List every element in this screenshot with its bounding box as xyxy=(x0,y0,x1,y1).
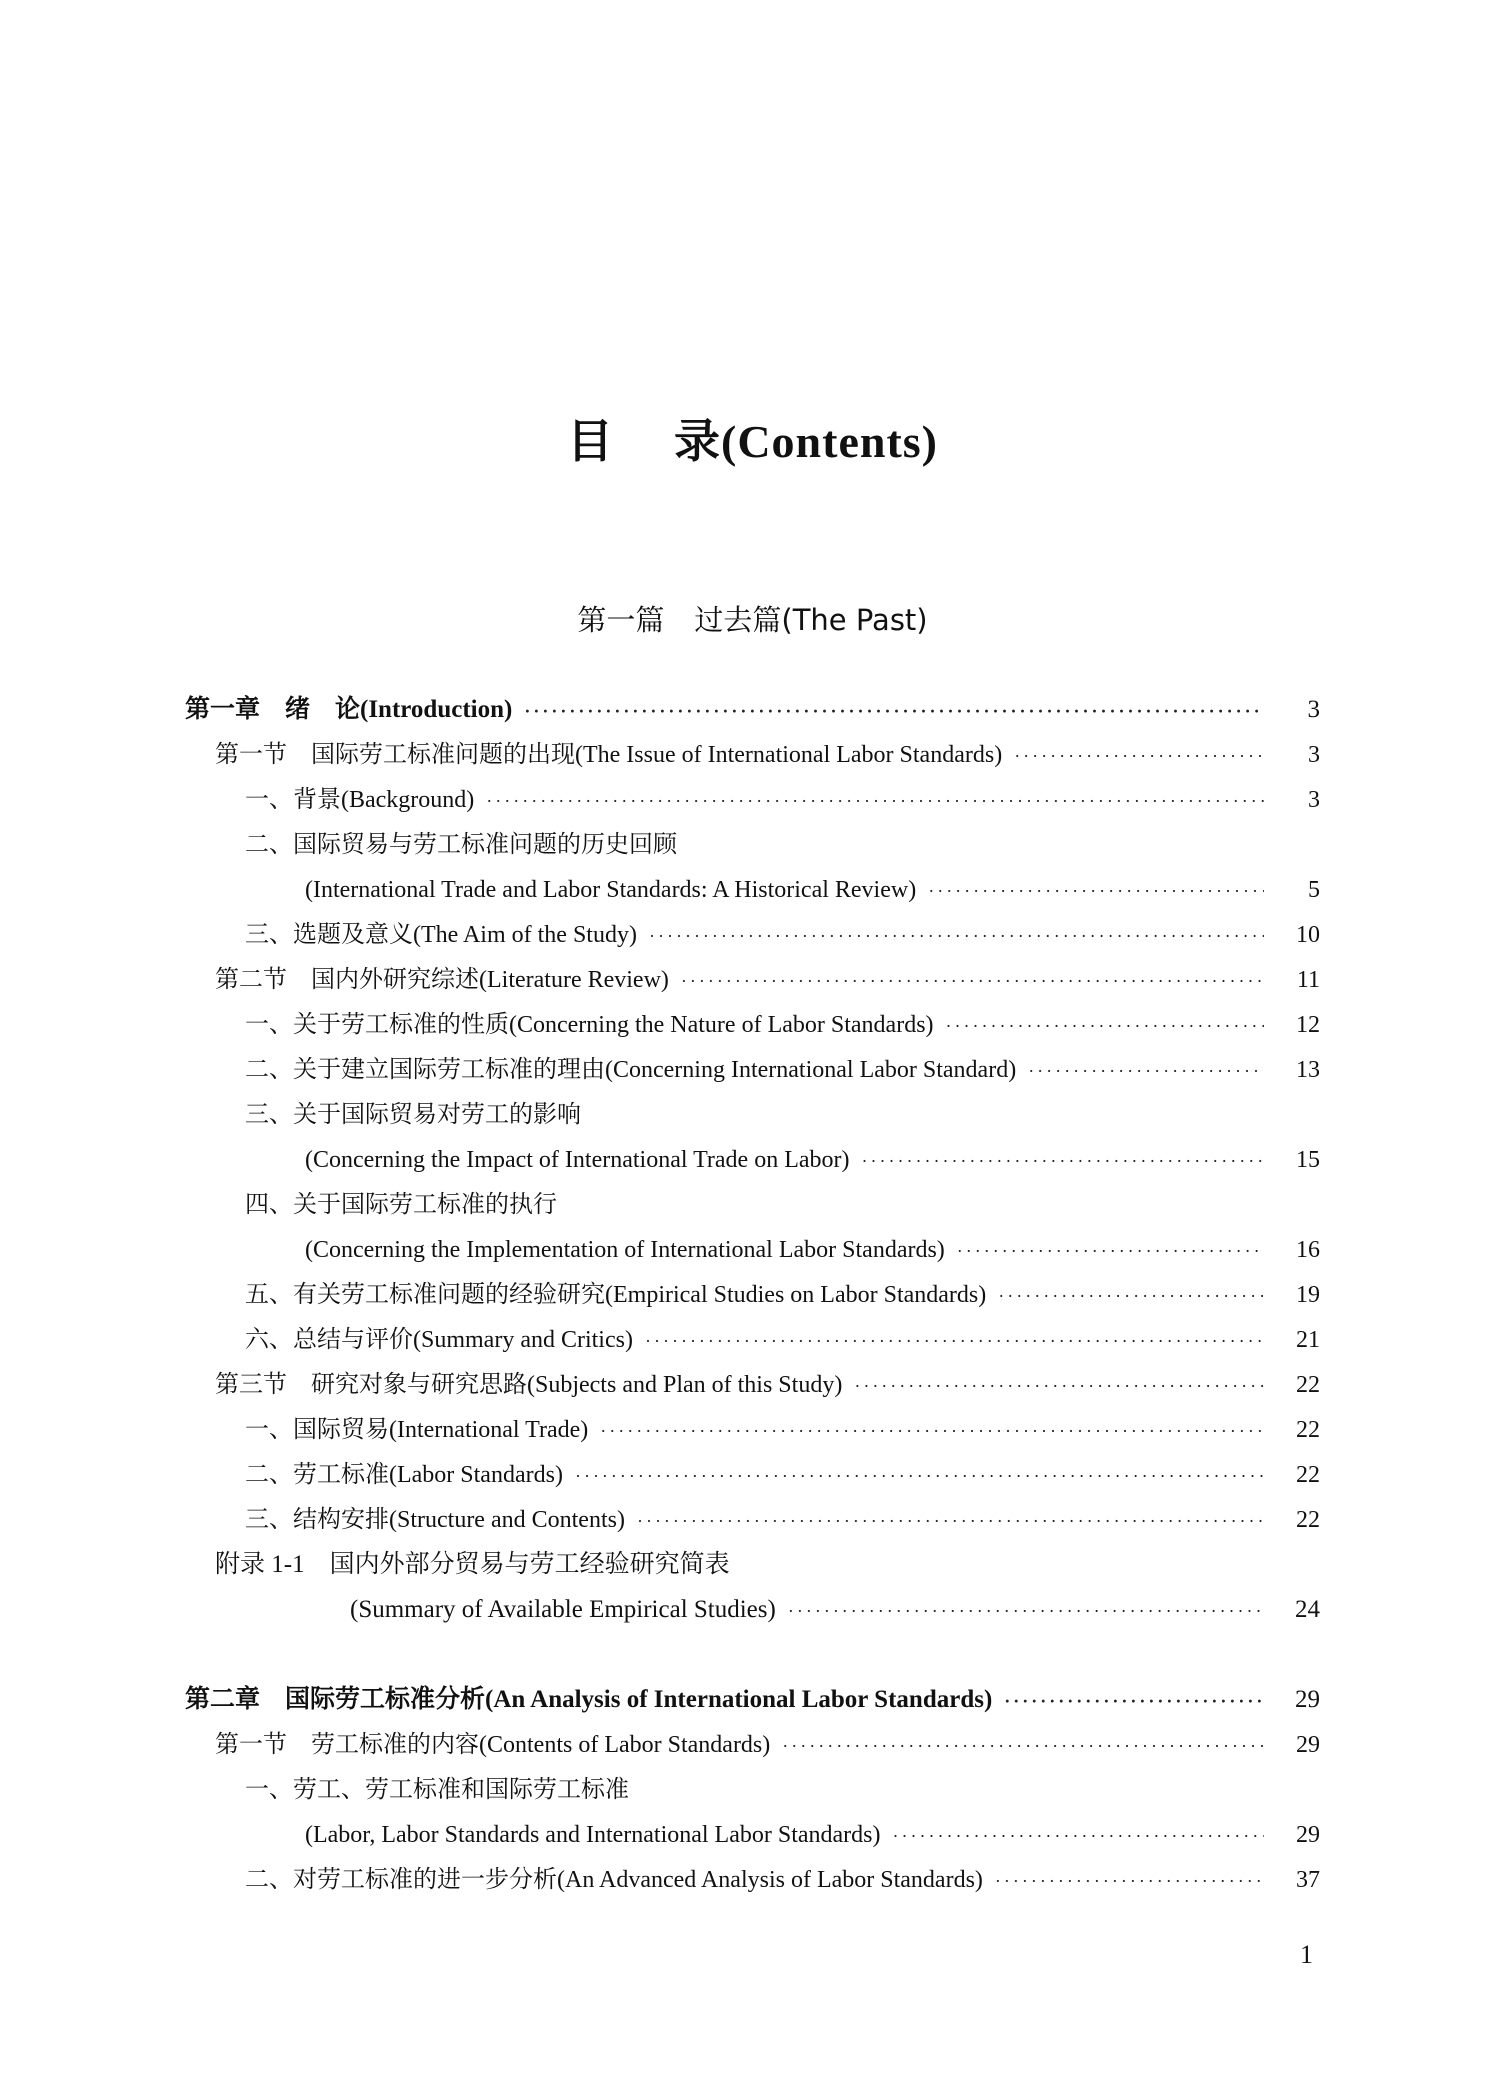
toc-entry-text: 二、劳工标准(Labor Standards) xyxy=(245,1462,563,1488)
toc-entry-appcont[interactable] xyxy=(0,1590,1505,1630)
toc-entry-appendix[interactable] xyxy=(0,1545,1505,1585)
toc-entry-page: 22 xyxy=(1296,1372,1320,1398)
toc-entry-page: 24 xyxy=(1295,1596,1320,1623)
toc-entry-item[interactable] xyxy=(0,1770,1505,1810)
dot-leader xyxy=(957,1231,1264,1271)
toc-entry-chapter[interactable] xyxy=(0,690,1505,730)
toc-entry-chapter[interactable] xyxy=(0,1680,1505,1720)
toc-entry-text: 一、背景(Background) xyxy=(245,787,475,813)
toc-entry-item[interactable] xyxy=(0,1275,1505,1315)
toc-entry-cont[interactable] xyxy=(0,870,1505,910)
dot-leader xyxy=(1014,736,1264,776)
toc-entry-page: 5 xyxy=(1308,877,1320,903)
toc-entry-page: 10 xyxy=(1296,922,1320,948)
toc-entry-item[interactable] xyxy=(0,1320,1505,1360)
toc-entry-item[interactable] xyxy=(0,780,1505,820)
toc-entry-text: 二、对劳工标准的进一步分析(An Advanced Analysis of Labor Standards) xyxy=(245,1867,983,1893)
dot-leader xyxy=(649,916,1264,956)
dot-leader xyxy=(862,1141,1265,1181)
part-heading xyxy=(0,598,1505,639)
toc-entry-page: 21 xyxy=(1296,1327,1320,1353)
dot-leader xyxy=(946,1006,1264,1046)
toc-entry-page: 16 xyxy=(1296,1237,1320,1263)
toc-entry-text: 第二章 国际劳工标准分析(An Analysis of International Labor Standards) xyxy=(185,1686,993,1713)
toc-entry-text: 五、有关劳工标准问题的经验研究(Empirical Studies on Labor Standards) xyxy=(245,1282,987,1308)
toc-entry-page: 13 xyxy=(1296,1057,1320,1083)
toc-entry-page: 37 xyxy=(1296,1867,1320,1893)
toc-entry-text: 第一章 绪 论(Introduction) xyxy=(185,696,513,723)
toc-entry-page: 11 xyxy=(1296,967,1320,993)
toc-entry-text: 三、选题及意义(The Aim of the Study) xyxy=(245,922,637,948)
dot-leader xyxy=(998,1276,1264,1316)
toc-entry-cont[interactable] xyxy=(0,1815,1505,1855)
toc-entry-text: 第二节 国内外研究综述(Literature Review) xyxy=(215,967,669,993)
toc-entry-page: 15 xyxy=(1296,1147,1320,1173)
toc-entry-section[interactable] xyxy=(0,1725,1505,1765)
toc-entry-item[interactable] xyxy=(0,1185,1505,1225)
toc-entry-text: 第一节 国际劳工标准问题的出现(The Issue of International Labor Standards) xyxy=(215,742,1003,768)
toc-entry-page: 29 xyxy=(1295,1686,1320,1713)
dot-leader xyxy=(486,781,1264,821)
toc-entry-text: (Concerning the Implementation of International Labor Standards) xyxy=(305,1237,945,1263)
toc-entry-text: 三、结构安排(Structure and Contents) xyxy=(245,1507,625,1533)
footer-page-number: 1 xyxy=(1300,1940,1313,1969)
dot-leader xyxy=(600,1411,1264,1451)
dot-leader xyxy=(524,691,1264,731)
toc-entry-text: 六、总结与评价(Summary and Critics) xyxy=(245,1327,633,1353)
toc-entry-section[interactable] xyxy=(0,735,1505,775)
dot-leader xyxy=(1004,1681,1264,1721)
toc-entry-item[interactable] xyxy=(0,1455,1505,1495)
title-cn-2: 录 xyxy=(674,416,721,467)
toc-entry-page: 12 xyxy=(1296,1012,1320,1038)
toc-entry-text: 第三节 研究对象与研究思路(Subjects and Plan of this Study) xyxy=(215,1372,843,1398)
title-en: (Contents) xyxy=(721,416,938,467)
toc-entry-text: (Labor, Labor Standards and International Labor Standards) xyxy=(305,1822,881,1848)
toc-entry-text: 一、国际贸易(International Trade) xyxy=(245,1417,589,1443)
dot-leader xyxy=(637,1501,1264,1541)
toc-entry-text: (Summary of Available Empirical Studies) xyxy=(350,1596,776,1623)
toc-entry-text: 一、劳工、劳工标准和国际劳工标准 xyxy=(245,1777,629,1803)
toc-entry-cont[interactable] xyxy=(0,1230,1505,1270)
toc-entry-item[interactable] xyxy=(0,1095,1505,1135)
dot-leader xyxy=(1028,1051,1264,1091)
toc-entry-text: (Concerning the Impact of International Trade on Labor) xyxy=(305,1147,850,1173)
dot-leader xyxy=(928,871,1264,911)
toc-entry-page: 22 xyxy=(1296,1507,1320,1533)
toc-entry-text: (International Trade and Labor Standards: A Historical Review) xyxy=(305,877,917,903)
toc-entry-item[interactable] xyxy=(0,1500,1505,1540)
toc-entry-item[interactable] xyxy=(0,1050,1505,1090)
toc-entry-page: 22 xyxy=(1296,1462,1320,1488)
toc-entry-page: 3 xyxy=(1307,696,1320,723)
toc-entry-text: 附录 1-1 国内外部分贸易与劳工经验研究简表 xyxy=(215,1551,730,1578)
toc-entry-page: 29 xyxy=(1296,1822,1320,1848)
dot-leader xyxy=(995,1861,1264,1901)
toc-entry-text: 第一节 劳工标准的内容(Contents of Labor Standards) xyxy=(215,1732,771,1758)
dot-leader xyxy=(782,1726,1264,1766)
dot-leader xyxy=(788,1591,1264,1631)
toc-entry-page: 3 xyxy=(1308,787,1320,813)
toc-entry-page: 3 xyxy=(1308,742,1320,768)
title-cn-1: 目 xyxy=(567,416,614,467)
toc-entry-item[interactable] xyxy=(0,1410,1505,1450)
toc-entry-section[interactable] xyxy=(0,960,1505,1000)
toc-entry-section[interactable] xyxy=(0,1365,1505,1405)
toc-title xyxy=(0,405,1505,471)
toc-entry-item[interactable] xyxy=(0,1005,1505,1045)
toc-entry-text: 四、关于国际劳工标准的执行 xyxy=(245,1192,557,1218)
toc-entry-cont[interactable] xyxy=(0,1140,1505,1180)
toc-entry-item[interactable] xyxy=(0,1860,1505,1900)
toc-entry-item[interactable] xyxy=(0,915,1505,955)
toc-entry-page: 22 xyxy=(1296,1417,1320,1443)
toc-entry-page: 29 xyxy=(1296,1732,1320,1758)
dot-leader xyxy=(854,1366,1264,1406)
toc-entry-text: 二、关于建立国际劳工标准的理由(Concerning International Labor Standard) xyxy=(245,1057,1017,1083)
toc-entry-text: 二、国际贸易与劳工标准问题的历史回顾 xyxy=(245,832,677,858)
dot-leader xyxy=(645,1321,1264,1361)
part-label: 第一篇 xyxy=(577,603,665,637)
dot-leader xyxy=(893,1816,1264,1856)
toc-entry-page: 19 xyxy=(1296,1282,1320,1308)
part-name: 过去篇(The Past) xyxy=(694,603,928,637)
dot-leader xyxy=(575,1456,1264,1496)
toc-entry-text: 三、关于国际贸易对劳工的影响 xyxy=(245,1102,581,1128)
toc-entry-text: 一、关于劳工标准的性质(Concerning the Nature of Labor Standards) xyxy=(245,1012,934,1038)
toc-entry-item[interactable] xyxy=(0,825,1505,865)
dot-leader xyxy=(681,961,1264,1001)
